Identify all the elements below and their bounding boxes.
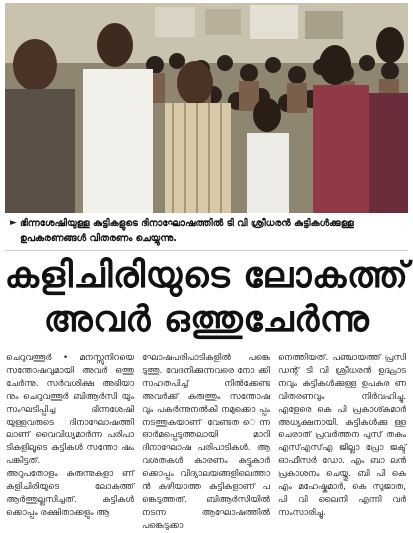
article-body (6, 352, 408, 531)
caption-bullet-icon: ► (10, 218, 17, 228)
news-photo-illustration (5, 3, 408, 213)
news-photo (5, 3, 408, 213)
headline-line-2: അവർ ഒത്തുചേർന്നു (43, 299, 370, 340)
photo-caption (10, 216, 405, 248)
caption-text: ഭിന്നശേഷിയുള്ള കുട്ടികളുടെ ദിനാഘോഷത്തിൽ ടി വി ശ്രീധരൻ കുട്ടികൾക്കുള്ള ഉപകരണങ്ങൾ വിതരണം ചെയ്യുന്നു. (20, 218, 354, 244)
caption-divider (5, 250, 408, 251)
article-column-2: ഘോഷപരിപാടികളിൽ പങ്കെ ടുത്തു. വേദനിക്കുന്നവരെ നോ ക്കി സഹതപിച്ച് നിൽക്കേണ്ട അവർക്ക് കരുത്തും സന്തോഷ വും പകർന്നുനൽകി നമുക്കൊ പ്പം നടത്തുകയാണ് വേണ്ടത െന്ന ഓർമപ്പെടുത്തലായി മാറി ദിനാഘോഷ പരിപാടികൾ. ആ വശതകൾ കാരണം കുട്ടുകാർ ക്കൊപ്പം വിദ്യാലയങ്ങളിലെത്താ ൻ കഴിയാത്ത കുട്ടികളാണ് പ ങ്കെടുത്തത്. ബിആർസിയിൽ നടന്ന ആഘോഷത്തിൽ പങ്കെടുക്കാ (142, 353, 270, 531)
headline (0, 254, 413, 342)
article-column-1: ചെറുവത്തൂർ • മനസ്സുനിറയെ സന്തോഷവുമായി അവർ ഒത്തു ചേർന്നു. സർവശിക്ഷ അഭിയാ നും ചെറുവത്തൂർ ബിആർസി യും സംഘടിപ്പിച്ച ഭിന്നശേഷി യുള്ളവരുടെ ദിനാഘോഷത്തി ലാണ് വൈവിധ്യമാർന്ന പരിപാ ടികളിലൂടെ കുട്ടികൾ സന്തോ ഷം പങ്കിട്ടത്. അറുപതോളം കുരുന്നുകളാ ണ് കളിചിരിയുടെ ലോകത്ത് ആർത്തുല്ലസിച്ചത്. കുട്ടികൾ ക്കൊപ്പം രക്ഷിതാക്കളും ആ (6, 353, 134, 518)
article-column-3: നെത്തിയത്. പഞ്ചായത്ത് പ്രസി ഡന്റ് ടി വി ശ്രീധരൻ ഉദ്ഘാട നവും കുട്ടികൾക്കുള്ള ഉപകര ണ വിതരണവും നിർവഹിച്ചു. എളേരെ കെ പി പ്രകാശ്കുമാർ അധ്യക്ഷനായി. കുട്ടികൾക്കു ള്ള ചെരാത് പ്രവർത്തന പുസ് തകം എസ്എസ്എ ജില്ലാ പ്രോ ജക്ട് ഓഫീസർ ഡോ. എം ബാ ലൻ പ്രകാശനം ചെയ്തു. ബി പി കെ എം മഹേഷ്കുമാർ, കെ സുജാത, പി വി ലൈനി എന്നി വർ സംസാരിച്ചു. (278, 353, 406, 518)
headline-line-1: കളിചിരിയുടെ ലോകത്ത് (4, 255, 409, 296)
